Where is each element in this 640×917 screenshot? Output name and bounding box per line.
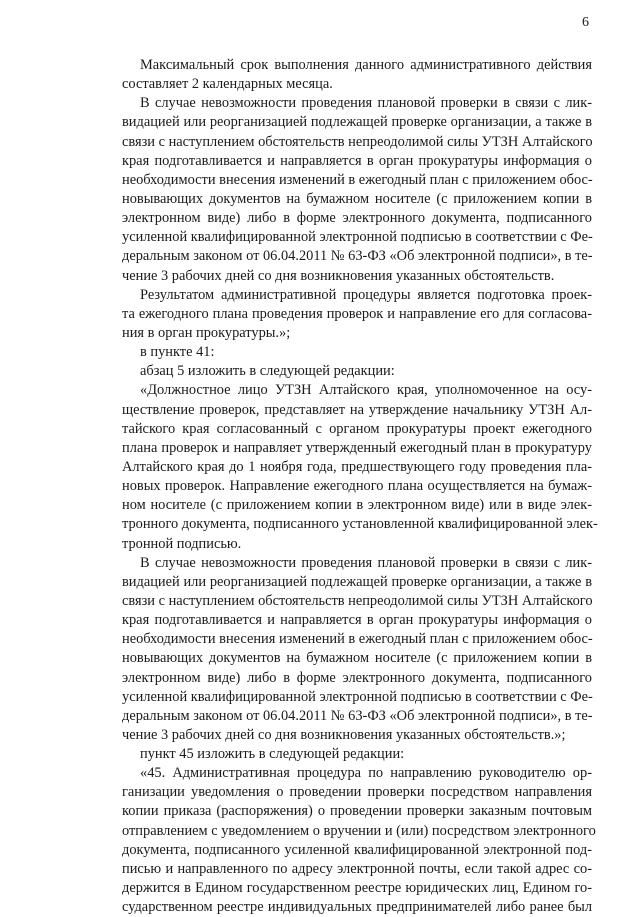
text-line: пункт 45 изложить в следующей редакции: bbox=[140, 746, 405, 763]
text-line: ществление проверок, представляет на утверждение начальнику УТЗН Ал- bbox=[122, 401, 592, 418]
text-line: чение 3 рабочих дней со дня возникновения указанных обстоятельств. bbox=[122, 267, 555, 284]
text-line: абзац 5 изложить в следующей редакции: bbox=[140, 363, 395, 380]
text-line: усиленной квалифицированной электронной подписью в соответствии с Фе- bbox=[122, 229, 593, 246]
text-line: связи с наступлением обстоятельств непреодолимой силы УТЗН Алтайского bbox=[122, 592, 593, 609]
text-line: копии приказа (распоряжения) о проведении проверки заказным почтовым bbox=[122, 803, 592, 820]
text-line: В случае невозможности проведения плановой проверки в связи с лик- bbox=[140, 95, 592, 112]
text-line: В случае невозможности проведения плановой проверки в связи с лик- bbox=[140, 554, 592, 571]
text-line: «Должностное лицо УТЗН Алтайского края, уполномоченное на осу- bbox=[140, 382, 592, 399]
text-line: тронной подписью. bbox=[122, 535, 242, 552]
document-body bbox=[122, 56, 598, 917]
text-line: тайского края согласованный с органом прокуратуры проект ежегодного bbox=[122, 420, 592, 437]
text-line: «45. Административная процедура по направлению руководителю ор- bbox=[140, 765, 592, 782]
page-number: 6 bbox=[582, 15, 589, 30]
text-line: чение 3 рабочих дней со дня возникновения указанных обстоятельств.»; bbox=[122, 726, 566, 743]
text-line: Результатом административной процедуры является подготовка проек- bbox=[140, 286, 592, 303]
text-line: необходимости внесения изменений в ежегодный план с приложением обос- bbox=[122, 631, 593, 648]
text-line: края подготавливается и направляется в орган прокуратуры информация о bbox=[122, 152, 592, 169]
text-line: деральным законом от 06.04.2011 № 63-ФЗ «Об электронной подписи», в те- bbox=[122, 707, 593, 724]
text-line: тронного документа, подписанного установленной квалифицированной элек- bbox=[122, 516, 598, 533]
text-line: новывающих документов на бумажном носителе (с приложением копии в bbox=[122, 650, 592, 667]
text-line: связи с наступлением обстоятельств непреодолимой силы УТЗН Алтайского bbox=[122, 133, 593, 150]
text-line: ния в орган прокуратуры.»; bbox=[122, 324, 291, 341]
text-line: писью и направленного по адресу электронной почты, если такой адрес со- bbox=[122, 860, 592, 877]
text-line: Алтайского края до 1 ноября года, предшествующего году проведения пла- bbox=[122, 458, 592, 475]
text-line: сударственном реестре индивидуальных предпринимателей либо ранее был bbox=[122, 899, 592, 916]
text-line: ном носителе (с приложением копии в электронном виде) или в виде элек- bbox=[122, 497, 592, 514]
text-line: Максимальный срок выполнения данного административного действия bbox=[140, 57, 592, 73]
text-line: видацией или реорганизацией подлежащей проверке организации, а также в bbox=[122, 114, 592, 131]
text-line: в пункте 41: bbox=[140, 344, 215, 361]
text-line: усиленной квалифицированной электронной подписью в соответствии с Фе- bbox=[122, 688, 593, 705]
text-line: электронном виде) либо в форме электронного документа, подписанного bbox=[122, 210, 592, 227]
text-line: деральным законом от 06.04.2011 № 63-ФЗ «Об электронной подписи», в те- bbox=[122, 248, 593, 265]
text-line: новывающих документов на бумажном носителе (с приложением копии в bbox=[122, 190, 592, 207]
text-line: новых проверок. Направление ежегодного плана осуществляется на бумаж- bbox=[122, 478, 592, 495]
text-line: документа, подписанного усиленной квалифицированной электронной под- bbox=[122, 841, 592, 858]
text-line: электронном виде) либо в форме электронного документа, подписанного bbox=[122, 669, 592, 686]
text-line: отправлением с уведомлением о вручении и (или) посредством электронного bbox=[122, 822, 596, 839]
text-line: та ежегодного плана проведения проверок и направление его для согласова- bbox=[122, 305, 592, 322]
text-line: держится в Едином государственном реестре юридических лиц, Едином го- bbox=[122, 880, 592, 897]
text-line: плана проверок и направляет утвержденный ежегодный план в прокуратуру bbox=[122, 439, 592, 456]
text-line: составляет 2 календарных месяца. bbox=[122, 76, 333, 93]
text-line: ганизации уведомления о проведении проверки посредством направления bbox=[122, 784, 592, 801]
text-line: видацией или реорганизацией подлежащей проверке организации, а также в bbox=[122, 573, 592, 590]
text-line: необходимости внесения изменений в ежегодный план с приложением обос- bbox=[122, 171, 593, 188]
text-line: края подготавливается и направляется в орган прокуратуры информация о bbox=[122, 612, 592, 629]
